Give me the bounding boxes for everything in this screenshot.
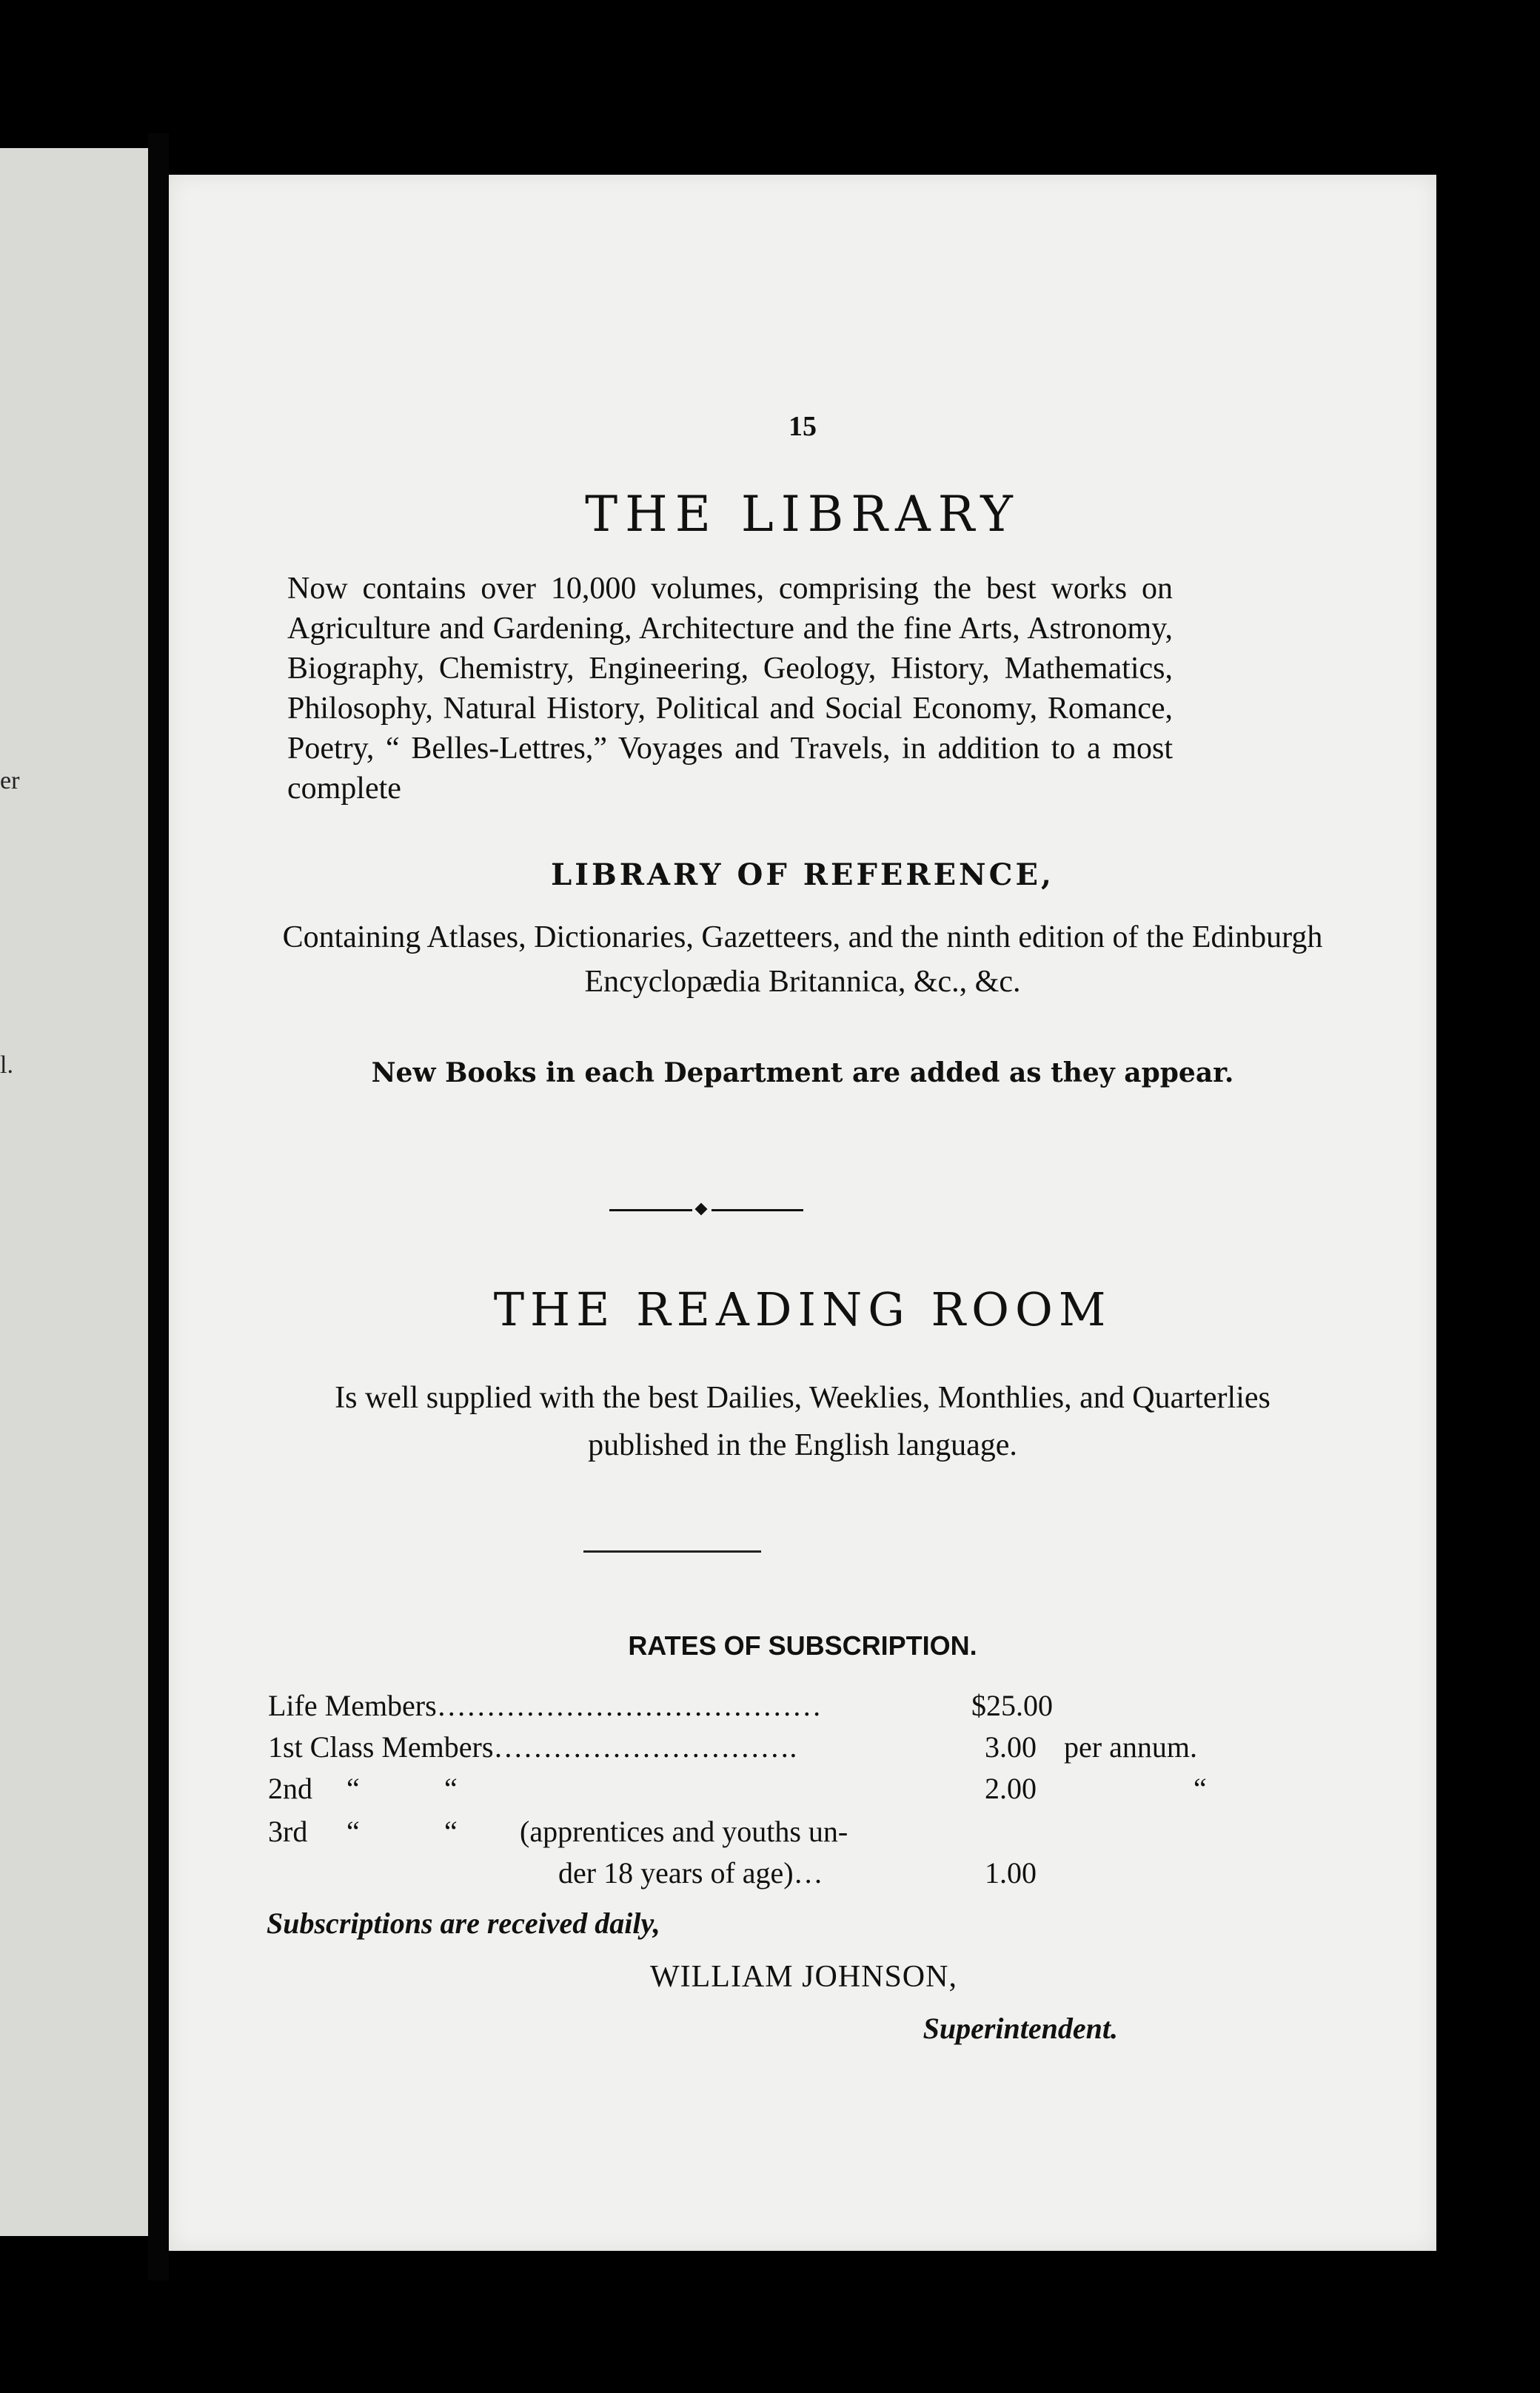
reading-room-heading: THE READING ROOM (493, 1282, 1112, 1336)
rate-row (268, 1688, 1194, 1730)
rate-label: 1st Class Members…………………………. (268, 1730, 797, 1764)
signatory-title: Superintendent. (923, 2012, 1118, 2045)
ditto-mark: “ (1194, 1772, 1207, 1805)
rate-amount: $25.00 (971, 1689, 1053, 1722)
book-gutter (148, 133, 169, 2280)
reference-paragraph: Containing Atlases, Dictionaries, Gazetteers, and the ninth edition of the Edinburgh Encyclopædia Britannica, &c., &c. (282, 920, 1323, 999)
rate-note: per annum. (1064, 1730, 1197, 1764)
new-books-notice: New Books in each Department are added as they appear. (371, 1057, 1234, 1088)
rate-label: 2nd (268, 1772, 312, 1805)
ornamental-divider (609, 1207, 803, 1213)
rate-amount: 1.00 (985, 1856, 1037, 1890)
reference-subheading: LIBRARY OF REFERENCE, (551, 857, 1054, 892)
rate-amount: 2.00 (985, 1772, 1037, 1805)
library-paragraph: Now contains over 10,000 volumes, comprising the best works on Agriculture and Gardening, Architecture and the fine Arts, Astronomy, Biography, Chemistry, Engineering, Geology, History, Mathematics, Philosophy, Natural History, Political and Social Economy, Romance, Poetry, “ Belles-Lettres,” Voyages and Travels, in addition to a most complete (287, 572, 1173, 806)
library-heading: THE LIBRARY (585, 486, 1020, 543)
signatory-name: WILLIAM JOHNSON, (650, 1960, 957, 1994)
rate-description: der 18 years of age)… (558, 1856, 823, 1890)
rate-row (268, 1855, 1194, 1897)
facing-page-text-fragment: l. (0, 1051, 13, 1079)
book-page (169, 175, 1436, 2251)
ditto-mark: “ (346, 1772, 360, 1805)
facing-page-text-fragment: er (0, 767, 20, 794)
rate-amount: 3.00 (985, 1730, 1037, 1764)
ditto-mark: “ (346, 1815, 360, 1848)
page-number: 15 (789, 411, 817, 442)
ditto-mark: “ (444, 1772, 458, 1805)
reading-room-paragraph: Is well supplied with the best Dailies, Weeklies, Monthlies, and Quarterlies published in the English language. (335, 1381, 1270, 1462)
facing-page (0, 148, 148, 2236)
rate-label: Life Members………………………………… (268, 1689, 822, 1722)
rates-heading: RATES OF SUBSCRIPTION. (628, 1630, 977, 1661)
section-rule (583, 1550, 761, 1553)
rate-row (268, 1730, 1197, 1771)
ditto-mark: “ (444, 1815, 458, 1848)
subscriptions-note: Subscriptions are received daily, (267, 1907, 660, 1940)
rate-description: (apprentices and youths un- (520, 1815, 848, 1848)
rate-row (268, 1771, 1207, 1813)
rate-row (268, 1814, 1194, 1855)
rate-label: 3rd (268, 1815, 308, 1848)
